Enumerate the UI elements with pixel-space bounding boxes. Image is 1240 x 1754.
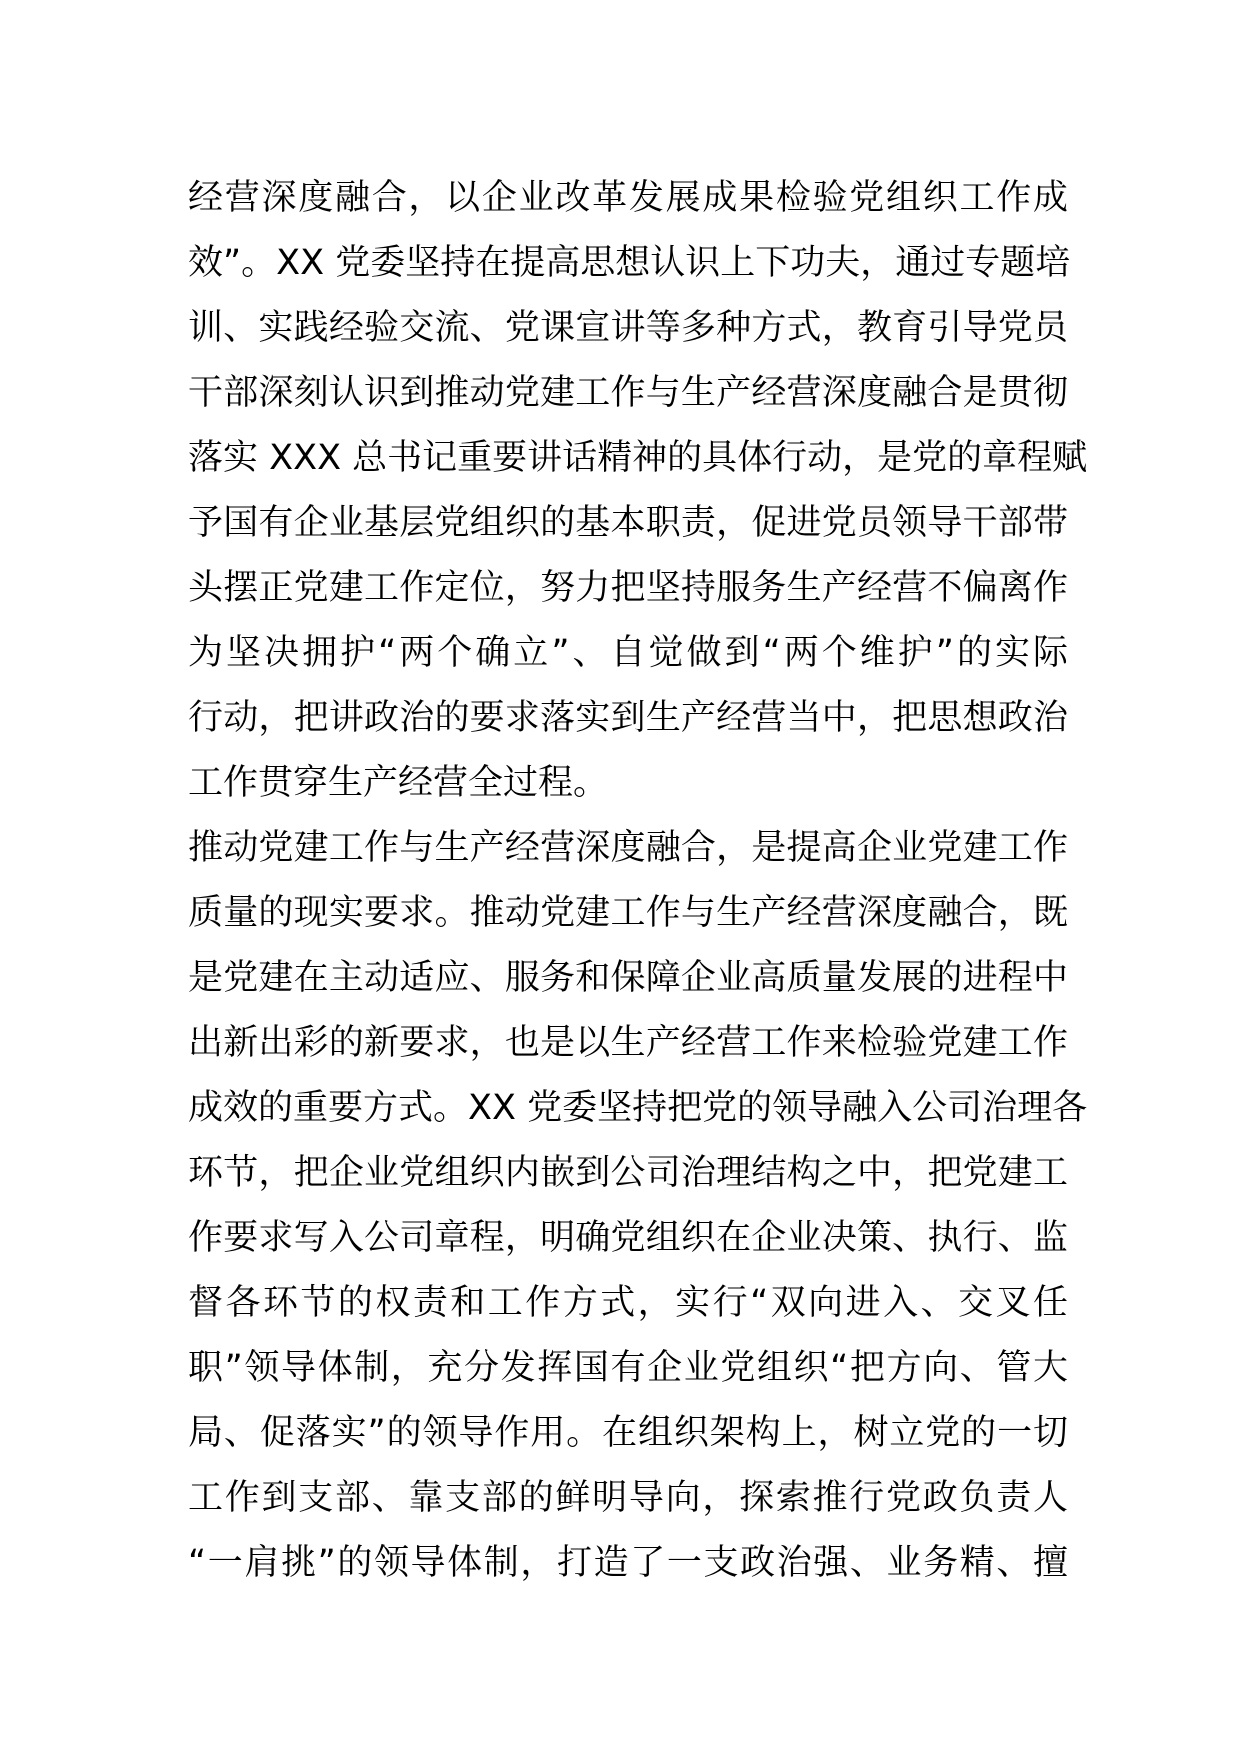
text-line: 推动党建工作与生产经营深度融合，是提高企业党建工作 [188, 828, 1068, 868]
text-line: 是党建在主动适应、服务和保障企业高质量发展的进程中 [188, 958, 1068, 998]
text-line: 督各环节的权责和工作方式，实行“双向进入、交叉任 [188, 1283, 1068, 1323]
body-text [188, 166, 1088, 1596]
text-line: 训、实践经验交流、党课宣讲等多种方式，教育引导党员 [188, 308, 1068, 348]
text-line: 成效的重要方式。XX 党委坚持把党的领导融入公司治理各 [188, 1088, 1088, 1128]
text-line: 出新出彩的新要求，也是以生产经营工作来检验党建工作 [188, 1023, 1068, 1063]
text-line: 职”领导体制，充分发挥国有企业党组织“把方向、管大 [188, 1348, 1068, 1388]
text-line: 作要求写入公司章程，明确党组织在企业决策、执行、监 [188, 1218, 1068, 1258]
text-line: 经营深度融合，以企业改革发展成果检验党组织工作成 [188, 178, 1068, 218]
text-line: 工作到支部、靠支部的鲜明导向，探索推行党政负责人 [188, 1478, 1068, 1518]
text-line: 为坚决拥护“两个确立”、自觉做到“两个维护”的实际 [188, 633, 1068, 673]
text-line: 环节，把企业党组织内嵌到公司治理结构之中，把党建工 [188, 1153, 1068, 1193]
text-line: 质量的现实要求。推动党建工作与生产经营深度融合，既 [188, 893, 1068, 933]
paragraph-last-line: 工作贯穿生产经营全过程。 [188, 763, 609, 803]
text-line: “一肩挑”的领导体制，打造了一支政治强、业务精、擅 [188, 1543, 1068, 1583]
text-line: 落实 XXX 总书记重要讲话精神的具体行动，是党的章程赋 [188, 438, 1088, 478]
text-line: 局、促落实”的领导作用。在组织架构上，树立党的一切 [188, 1413, 1068, 1453]
text-line: 行动，把讲政治的要求落实到生产经营当中，把思想政治 [188, 698, 1068, 738]
text-line: 头摆正党建工作定位，努力把坚持服务生产经营不偏离作 [188, 568, 1068, 608]
text-line: 干部深刻认识到推动党建工作与生产经营深度融合是贯彻 [188, 373, 1068, 413]
text-line: 予国有企业基层党组织的基本职责，促进党员领导干部带 [188, 503, 1068, 543]
text-line: 效”。XX 党委坚持在提高思想认识上下功夫，通过专题培 [188, 243, 1071, 283]
